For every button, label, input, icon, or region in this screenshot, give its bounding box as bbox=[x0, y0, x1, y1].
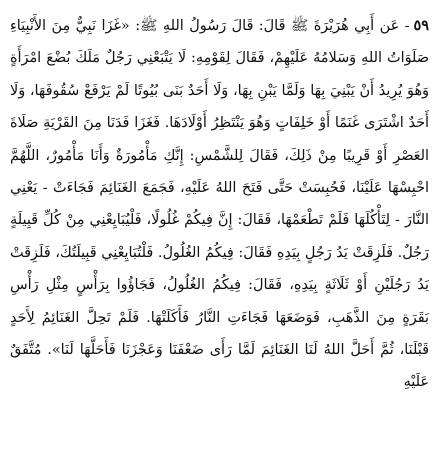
hadith-paragraph bbox=[10, 10, 429, 399]
hadith-text: - عَن أَبِي هُرَيْرَةَ ﷺ قَالَ: قَالَ رَسُولُ اللهِ ﷺ: «غَزَا نَبِيٌّ مِنَ الأَنْبِيَاءِ صَلَوَاتُ اللهِ وَسَلامُهُ عَلَيْهِمْ، فَقَالَ لِقَوْمِهِ: لَا يَتْبَعْنِي رَجُلٌ مَلَكَ بُضْعَ امْرَأَةٍ وَهُوَ يُرِيدُ أَنْ يَبْنِيَ بِهَا وَلَمَّا يَبْنِ بِهَا، وَلَا أَحَدٌ بَنَى بُيُوتًا لَمْ يَرْفَعْ سُقُوفَهَا، وَلَا أَحَدٌ اشْتَرَى غَنَمًا أَوْ خَلِفَاتٍ وَهُوَ يَنْتَظِرُ أَوْلَادَهَا. فَغَزَا فَدَنَا مِنَ القَرْيَةِ صَلَاةَ العَصْرِ أَوْ قَرِيبًا مِنْ ذَلِكَ، فَقَالَ لِلشَّمْسِ: إِنَّكِ مَأْمُورَةٌ وَأَنَا مَأْمُورٌ، اللَّهُمَّ احْبِسْهَا عَلَيْنَا، فَحُبِسَتْ حَتَّى فَتَحَ اللهُ عَلَيْهِ، فَجَمَعَ الغَنَائِمَ فَجَاءَتْ - يَعْنِي النَّارَ - لِتَأْكُلَهَا فَلَمْ تَطْعَمْهَا، فَقَالَ: إِنَّ فِيكُمْ غُلُولًا، فَلْيُبَايِعْنِي مِنْ كُلِّ قَبِيلَةٍ رَجُلٌ. فَلَزِقَتْ يَدُ رَجُلٍ بِيَدِهِ فَقَالَ: فِيكُمُ الغُلُولُ. فَلْتُبَايِعْنِي قَبِيلَتُكَ، فَلَزِقَتْ يَدُ رَجُلَيْنِ أَوْ ثَلَاثَةٍ بِيَدِهِ، فَقَالَ: فِيكُمُ الغُلُولُ، فَجَاؤُوا بِرَأْسٍ مِثْلِ رَأْسِ بَقَرَةٍ مِنَ الذَّهَبِ، فَوَضَعَهَا فَجَاءَتِ النَّارُ فَأَكَلَتْهَا. فَلَمْ تَحِلَّ الغَنَائِمُ لِأَحَدٍ قَبْلَنَا، ثُمَّ أَحَلَّ اللهُ لَنَا الغَنَائِمَ لَمَّا رَأَى ضَعْفَنَا وَعَجْزَنَا فَأَحَلَّهَا لَنَا». مُتَّفَقٌ عَلَيْهِ bbox=[10, 18, 429, 391]
hadith-number: ٥٩ bbox=[413, 17, 429, 34]
